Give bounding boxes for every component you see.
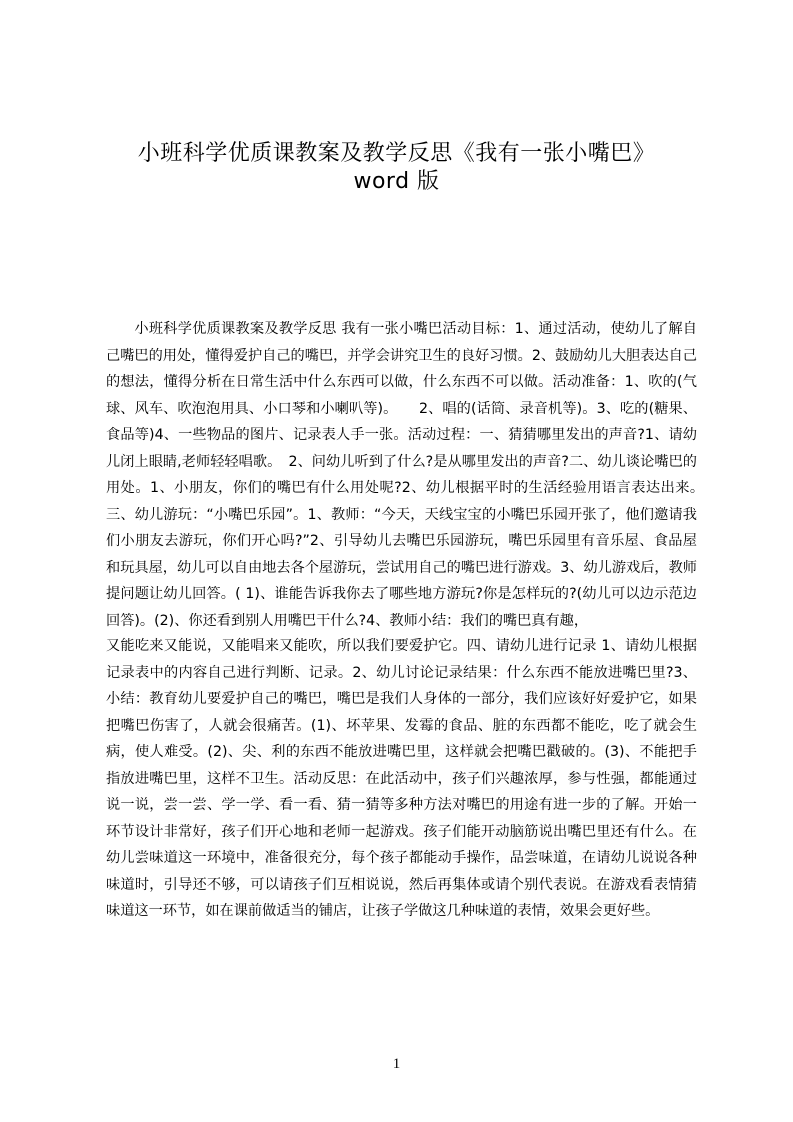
title-line-2: word 版 [353,169,440,194]
document-title [0,140,793,196]
page-number: 1 [392,1056,401,1072]
title-line-1: 小班科学优质课教案及教学反思《我有一张小嘴巴》 [137,141,656,166]
body-paragraph-continued: 又能吃来又能说，又能唱来又能吹，所以我们要爱护它。四、请幼儿进行记录 1、请幼儿根据记录表中的内容自己进行判断、记录。2、幼儿讨论记录结果：什么东西不能放进嘴巴里?3、小结：教育幼儿要爱护自己的嘴巴，嘴巴是我们人身体的一部分，我们应该好好爱护它，如果把嘴巴伤害了，人就会很痛苦。(1)、坏苹果、发霉的食品、脏的东西都不能吃，吃了就会生病，使人难受。(2)、尖、利的东西不能放进嘴巴里，这样就会把嘴巴戳破的。(3)、不能把手指放进嘴巴里，这样不卫生。活动反思：在此活动中，孩子们兴趣浓厚，参与性强，都能通过说一说，尝一尝、学一学、看一看、猜一猜等多种方法对嘴巴的用途有进一步的了解。开始一环节设计非常好，孩子们开心地和老师一起游戏。孩子们能开动脑筋说出嘴巴里还有什么。在幼儿尝味道这一环境中，准备很充分，每个孩子都能动手操作，品尝味道，在请幼儿说说各种味道时，引导还不够，可以请孩子们互相说说，然后再集体或请个别代表说。在游戏看表情猜味道这一环节，如在课前做适当的铺店，让孩子学做这几种味道的表情，效果会更好些。 [106,638,697,919]
body-paragraph: 小班科学优质课教案及教学反思 我有一张小嘴巴活动目标：1、通过活动，使幼儿了解自己嘴巴的用处，懂得爱护自己的嘴巴，并学会讲究卫生的良好习惯。2、鼓励幼儿大胆表达自己的想法，懂得分析在日常生活中什么东西可以做，什么东西不可以做。活动准备：1、吹的(气球、风车、吹泡泡用具、小口琴和小喇叭等)。 2、唱的(话筒、录音机等)。3、吃的(糖果、食品等)4、一些物品的图片、记录表人手一张。活动过程：一、猜猜哪里发出的声音?1、请幼儿闭上眼睛,老师轻轻唱歌。 2、问幼儿听到了什么?是从哪里发出的声音?二、幼儿谈论嘴巴的用处。1、小朋友，你们的嘴巴有什么用处呢?2、幼儿根据平时的生活经验用语言表达出来。 三、幼儿游玩：“小嘴巴乐园”。1、教师：“今天，天线宝宝的小嘴巴乐园开张了，他们邀请我们小朋友去游玩，你们开心吗?”2、引导幼儿去嘴巴乐园游玩，嘴巴乐园里有音乐屋、食品屋和玩具屋，幼儿可以自由地去各个屋游玩，尝试用自己的嘴巴进行游戏。3、幼儿游戏后，教师提问题让幼儿回答。( 1)、谁能告诉我你去了哪些地方游玩?你是怎样玩的?(幼儿可以边示范边回答)。(2)、你还看到别人用嘴巴干什么?4、教师小结：我们的嘴巴真有趣， [106,321,712,629]
